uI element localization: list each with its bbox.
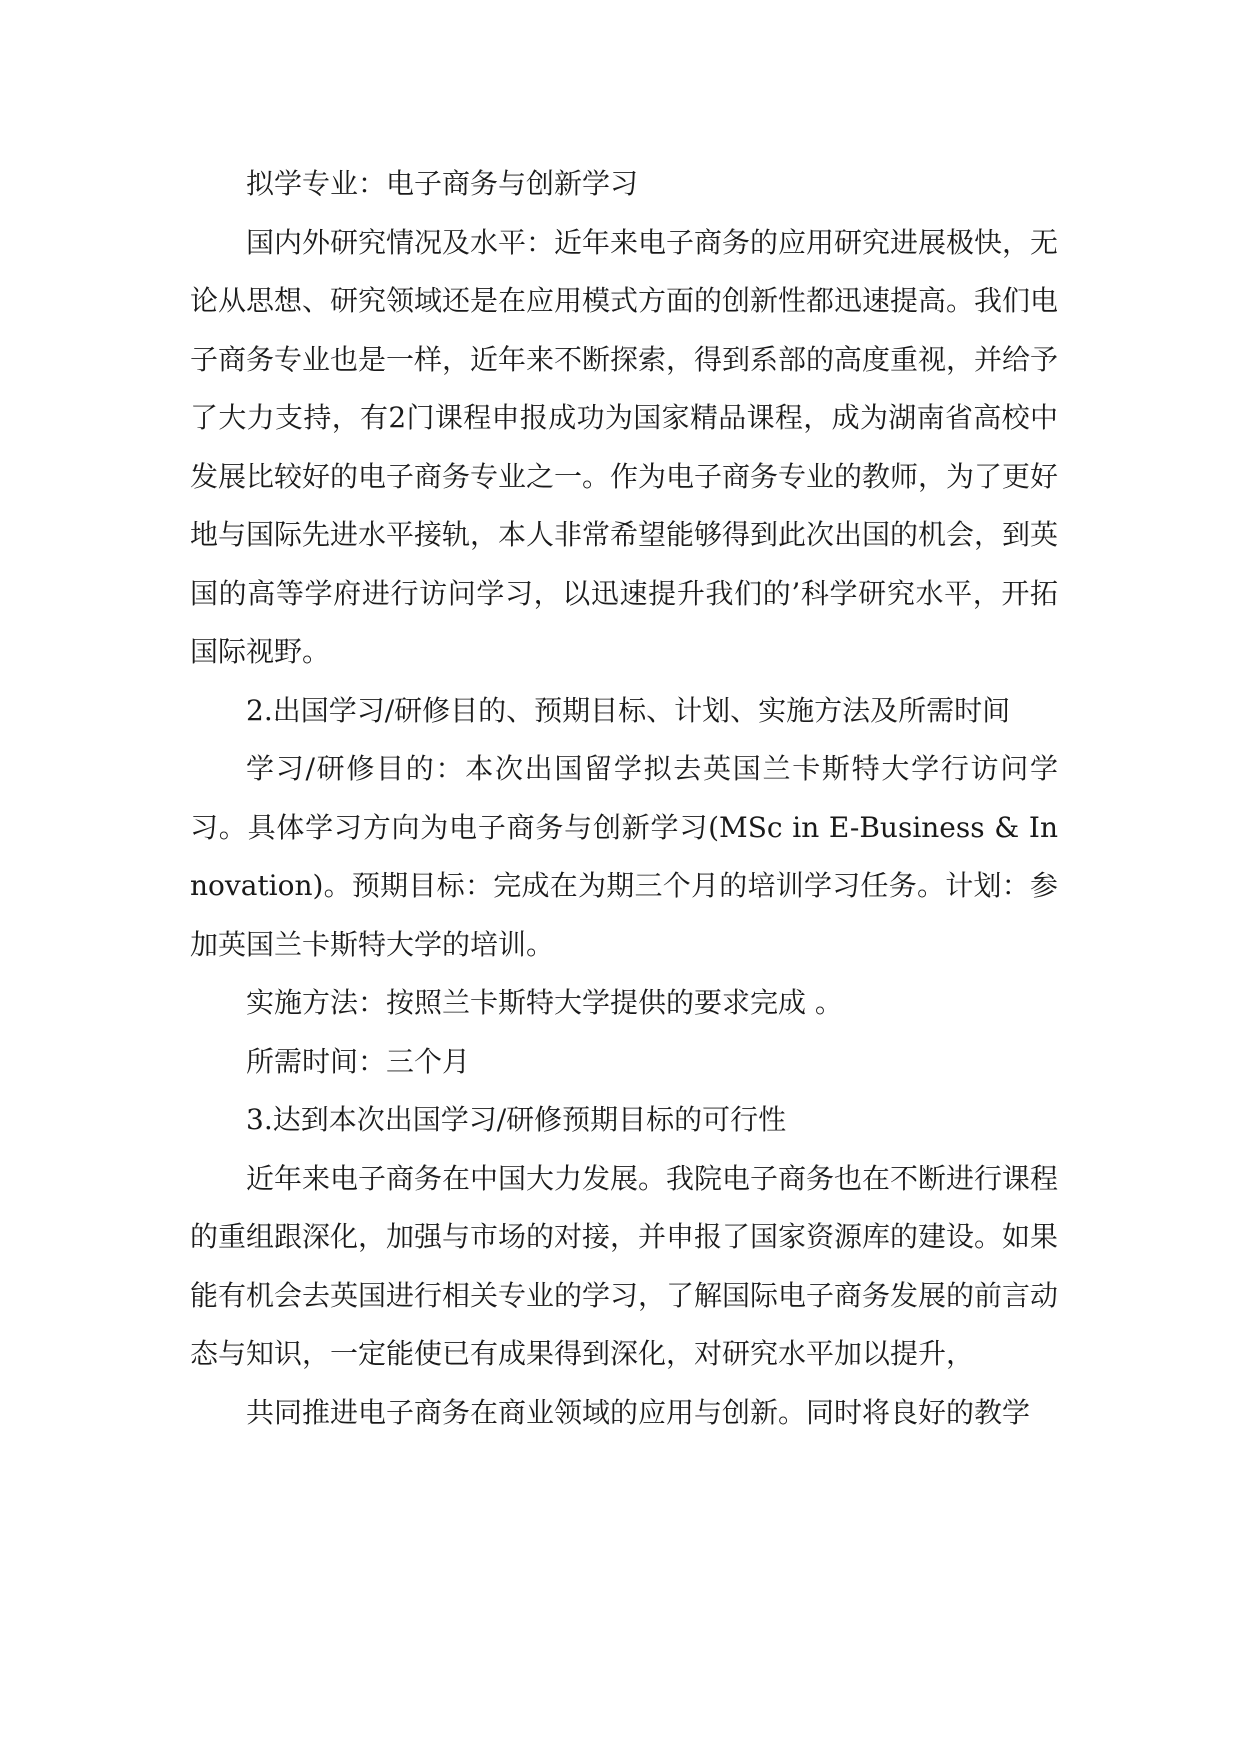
paragraph-research-status: 国内外研究情况及水平：近年来电子商务的应用研究进展极快，无论从思想、研究领域还是在应用模式方面的创新性都迅速提高。我们电子商务专业也是一样，近年来不断探索，得到系部的高度重视，并给予了大力支持，有2门课程申报成功为国家精品课程，成为湖南省高校中发展比较好的电子商务专业之一。作为电子商务专业的教师，为了更好地与国际先进水平接轨，本人非常希望能够得到此次出国的机会，到英国的高等学府进行访问学习，以迅速提升我们的’科学研究水平，开拓国际视野。 [190, 225, 1059, 668]
paragraph-continuation: 共同推进电子商务在商业领域的应用与创新。同时将良好的教学 [246, 1395, 1031, 1429]
heading-study-purpose: 2.出国学习/研修目的、预期目标、计划、实施方法及所需时间 [246, 693, 1011, 727]
paragraph-major: 拟学专业：电子商务与创新学习 [246, 167, 639, 200]
paragraph-feasibility: 近年来电子商务在中国大力发展。我院电子商务也在不断进行课程的重组跟深化，加强与市场的对接，并申报了国家资源库的建设。如果能有机会去英国进行相关专业的学习，了解国际电子商务发展的前言动态与知识，一定能使已有成果得到深化，对研究水平加以提升， [190, 1161, 1059, 1370]
paragraph-method: 实施方法：按照兰卡斯特大学提供的要求完成 。 [246, 986, 843, 1019]
paragraph-study-purpose: 学习/研修目的：本次出国留学拟去英国兰卡斯特大学行访问学习。具体学习方向为电子商务与创新学习(MSc in E-Business & Innovation)。预期目标：完成在为期三个月的培训学习任务。计划：参加英国兰卡斯特大学的培训。 [190, 752, 1058, 961]
paragraph-duration: 所需时间：三个月 [246, 1044, 471, 1078]
document-body [190, 155, 1058, 1442]
heading-feasibility: 3.达到本次出国学习/研修预期目标的可行性 [246, 1103, 787, 1136]
